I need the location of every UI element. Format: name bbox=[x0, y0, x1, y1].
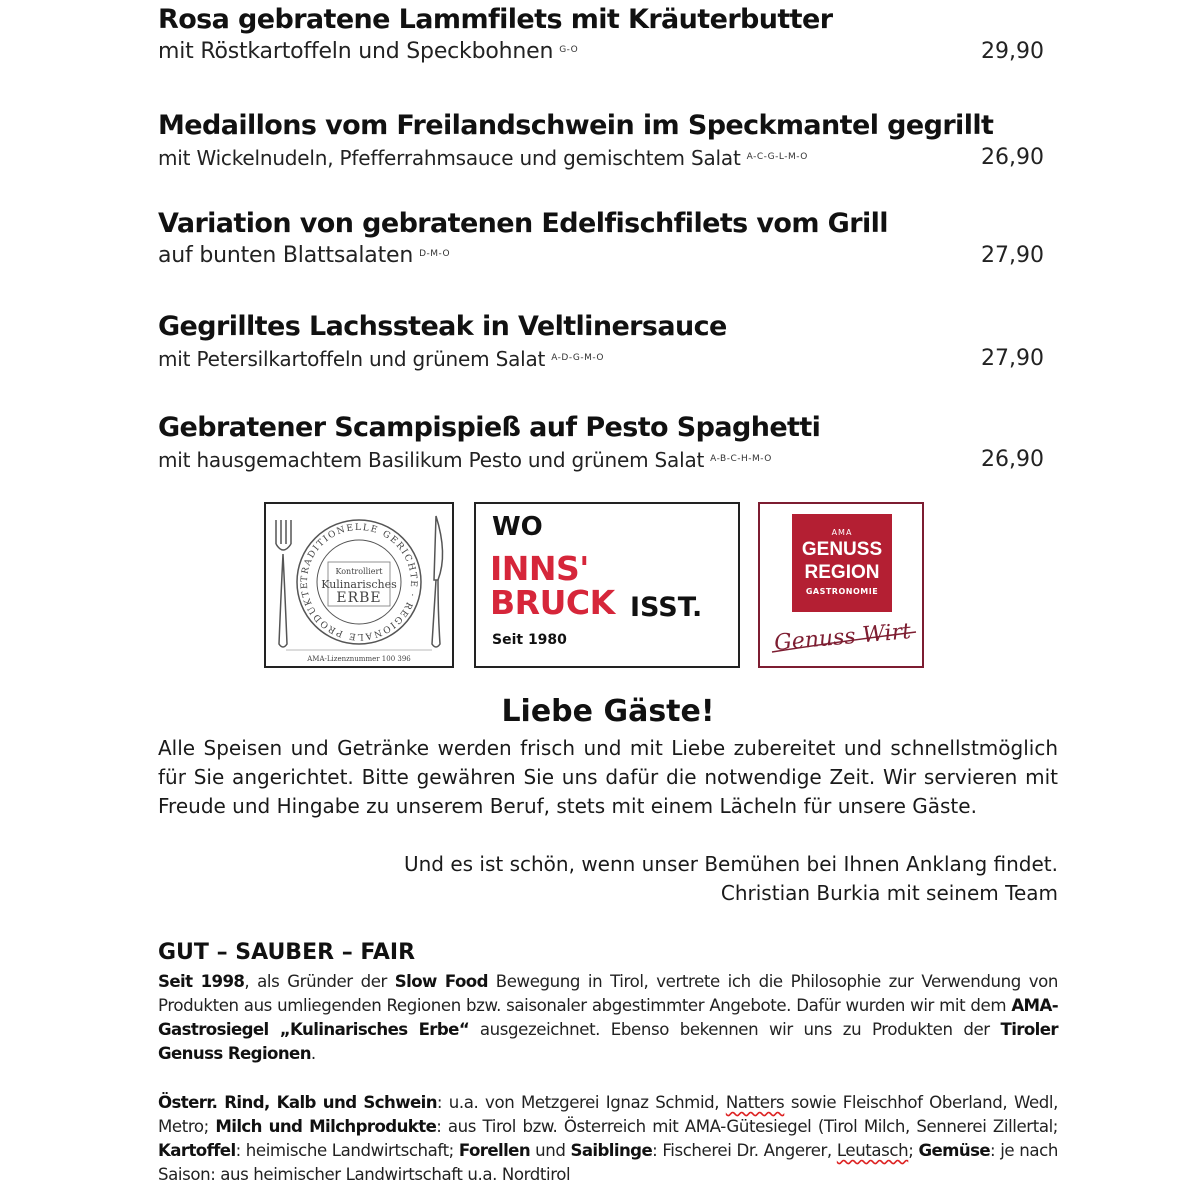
allergen-codes: G-O bbox=[559, 44, 579, 55]
dish-title: Medaillons vom Freilandschwein im Speckmantel gegrillt bbox=[158, 110, 994, 141]
greeting-closing bbox=[158, 850, 1058, 908]
dish-price: 29,90 bbox=[981, 39, 1044, 64]
dish-detail-row bbox=[158, 142, 1048, 174]
philosophy-paragraph bbox=[158, 970, 1058, 1066]
suppliers-paragraph bbox=[158, 1091, 1058, 1187]
body-text: : heimische Landwirtschaft; bbox=[235, 1141, 459, 1160]
erbe-line-2: Kulinarisches bbox=[321, 578, 397, 591]
dish-title: Variation von gebratenen Edelfischfilets vom Grill bbox=[158, 208, 888, 239]
erbe-line-1: Kontrolliert bbox=[335, 567, 383, 576]
dish-detail-row bbox=[158, 36, 1048, 68]
dish-price: 27,90 bbox=[981, 243, 1044, 268]
dish-description: mit Röstkartoffeln und Speckbohnen bbox=[158, 39, 554, 64]
knife-icon bbox=[432, 516, 443, 647]
bold-text: Seit 1998 bbox=[158, 972, 245, 991]
spellcheck-word: Leutasch bbox=[836, 1141, 909, 1160]
bold-text: Slow Food bbox=[394, 972, 488, 991]
body-text: , als Gründer der bbox=[244, 972, 395, 991]
fork-icon bbox=[276, 520, 291, 647]
bold-text: Tiroler Genuss Regionen bbox=[158, 1020, 1058, 1063]
genuss-name-line-1: GENUSS bbox=[801, 539, 883, 560]
wo-innsbruck-isst-logo bbox=[474, 502, 740, 668]
bold-text: Forellen bbox=[458, 1141, 531, 1160]
dish-description: mit Petersilkartoffeln und grünem Salat bbox=[158, 347, 546, 371]
kulinarisches-erbe-logo bbox=[264, 502, 454, 668]
logo-since-text: Seit 1980 bbox=[492, 632, 567, 648]
logo-inns-text: INNS' bbox=[490, 549, 589, 588]
spellcheck-word: Natters bbox=[725, 1093, 785, 1112]
menu-item bbox=[158, 208, 1048, 272]
body-text: ; bbox=[908, 1141, 919, 1160]
greeting-title: Liebe Gäste! bbox=[501, 694, 715, 729]
dish-title: Gebratener Scampispieß auf Pesto Spaghetti bbox=[158, 412, 821, 443]
bold-text: Kartoffel bbox=[158, 1141, 236, 1160]
genuss-region-logo bbox=[758, 502, 924, 668]
body-text: : Fischerei Dr. Angerer, bbox=[652, 1141, 837, 1160]
dish-price: 27,90 bbox=[981, 346, 1044, 371]
dish-description: mit Wickelnudeln, Pfefferrahmsauce und gemischtem Salat bbox=[158, 146, 741, 170]
menu-item bbox=[158, 110, 1048, 174]
allergen-codes: A-B-C-H-M-O bbox=[710, 453, 772, 464]
genuss-sub-text: GASTRONOMIE bbox=[805, 587, 879, 596]
logo-wo-text: WO bbox=[492, 512, 543, 542]
body-text: : je nach Saison: aus heimischer Landwirtschaft u.a. Nordtirol bbox=[158, 1141, 1058, 1184]
closing-line: Und es ist schön, wenn unser Bemühen bei Ihnen Anklang findet. bbox=[403, 852, 1058, 876]
dish-detail-row bbox=[158, 343, 1048, 375]
genuss-ama-text: AMA bbox=[831, 528, 853, 537]
menu-item bbox=[158, 311, 1048, 375]
erbe-ring-text: TRADITIONELLE GERICHTE · REGIONALE PRODUKTE bbox=[299, 522, 419, 642]
body-text: Bewegung in Tirol, vertrete ich die Philosophie zur Verwendung von Produkten aus umliegenden Regionen bzw. saisonaler abgestimmter Angebote. Dafür wurden wir mit dem bbox=[158, 972, 1058, 1015]
genuss-region-badge bbox=[792, 514, 892, 612]
body-text: und bbox=[530, 1141, 571, 1160]
menu-page bbox=[158, 0, 1058, 1200]
erbe-emblem bbox=[266, 504, 452, 666]
signature-text: Genuss Wirt bbox=[773, 619, 912, 656]
allergen-codes: A-C-G-L-M-O bbox=[746, 151, 808, 162]
menu-item bbox=[158, 4, 1048, 68]
body-text: : aus Tirol bzw. Österreich mit AMA-Gütesiegel (Tirol Milch, Sennerei Zillertal; bbox=[436, 1117, 1058, 1136]
dish-title: Gegrilltes Lachssteak in Veltlinersauce bbox=[158, 311, 727, 342]
menu-item bbox=[158, 412, 1048, 476]
genuss-wirt-signature bbox=[766, 612, 920, 662]
genuss-name-line-2: REGION bbox=[804, 562, 880, 583]
bold-text: Gemüse bbox=[918, 1141, 991, 1160]
logo-innsbruck-text bbox=[490, 549, 615, 622]
greeting-text: Alle Speisen und Getränke werden frisch und mit Liebe zubereitet und schnellstmöglich für Sie angerichtet. Bitte gewähren Sie uns dafür die notwendige Zeit. Wir servieren mit Freude und Hingabe zu unserem Beruf, stets mit einem Lächeln für unsere Gäste. bbox=[158, 736, 1058, 818]
logo-bruck-text: BRUCK bbox=[490, 583, 615, 622]
erbe-line-3: ERBE bbox=[336, 590, 382, 606]
bold-text: Österr. Rind, Kalb und Schwein bbox=[158, 1093, 437, 1112]
bold-text: Milch und Milchprodukte bbox=[215, 1117, 437, 1136]
body-text: ausgezeichnet. Ebenso bekennen wir uns zu Produkten der bbox=[469, 1020, 1001, 1039]
dish-detail-row bbox=[158, 444, 1048, 476]
bold-text: Saiblinge bbox=[570, 1141, 653, 1160]
body-text: . bbox=[310, 1044, 316, 1063]
bold-text: AMA-Gastrosiegel „Kulinarisches Erbe“ bbox=[158, 996, 1058, 1039]
dish-detail-row bbox=[158, 240, 1048, 272]
erbe-footer: AMA-Lizenznummer 100 396 bbox=[307, 655, 411, 663]
dish-title: Rosa gebratene Lammfilets mit Kräuterbutter bbox=[158, 4, 833, 35]
dish-description: auf bunten Blattsalaten bbox=[158, 243, 414, 268]
allergen-codes: D-M-O bbox=[419, 248, 451, 259]
logo-isst-text: ISST. bbox=[630, 592, 703, 623]
signature-line: Christian Burkia mit seinem Team bbox=[720, 881, 1058, 905]
dish-description: mit hausgemachtem Basilikum Pesto und grünem Salat bbox=[158, 448, 705, 472]
body-text: : u.a. von Metzgerei Ignaz Schmid, bbox=[436, 1093, 726, 1112]
dish-price: 26,90 bbox=[981, 145, 1044, 170]
dish-price: 26,90 bbox=[981, 447, 1044, 472]
philosophy-heading: GUT – SAUBER – FAIR bbox=[158, 940, 416, 965]
allergen-codes: A-D-G-M-O bbox=[551, 352, 604, 363]
body-text: sowie Fleischhof Oberland, Wedl, Metro; bbox=[158, 1093, 1058, 1136]
